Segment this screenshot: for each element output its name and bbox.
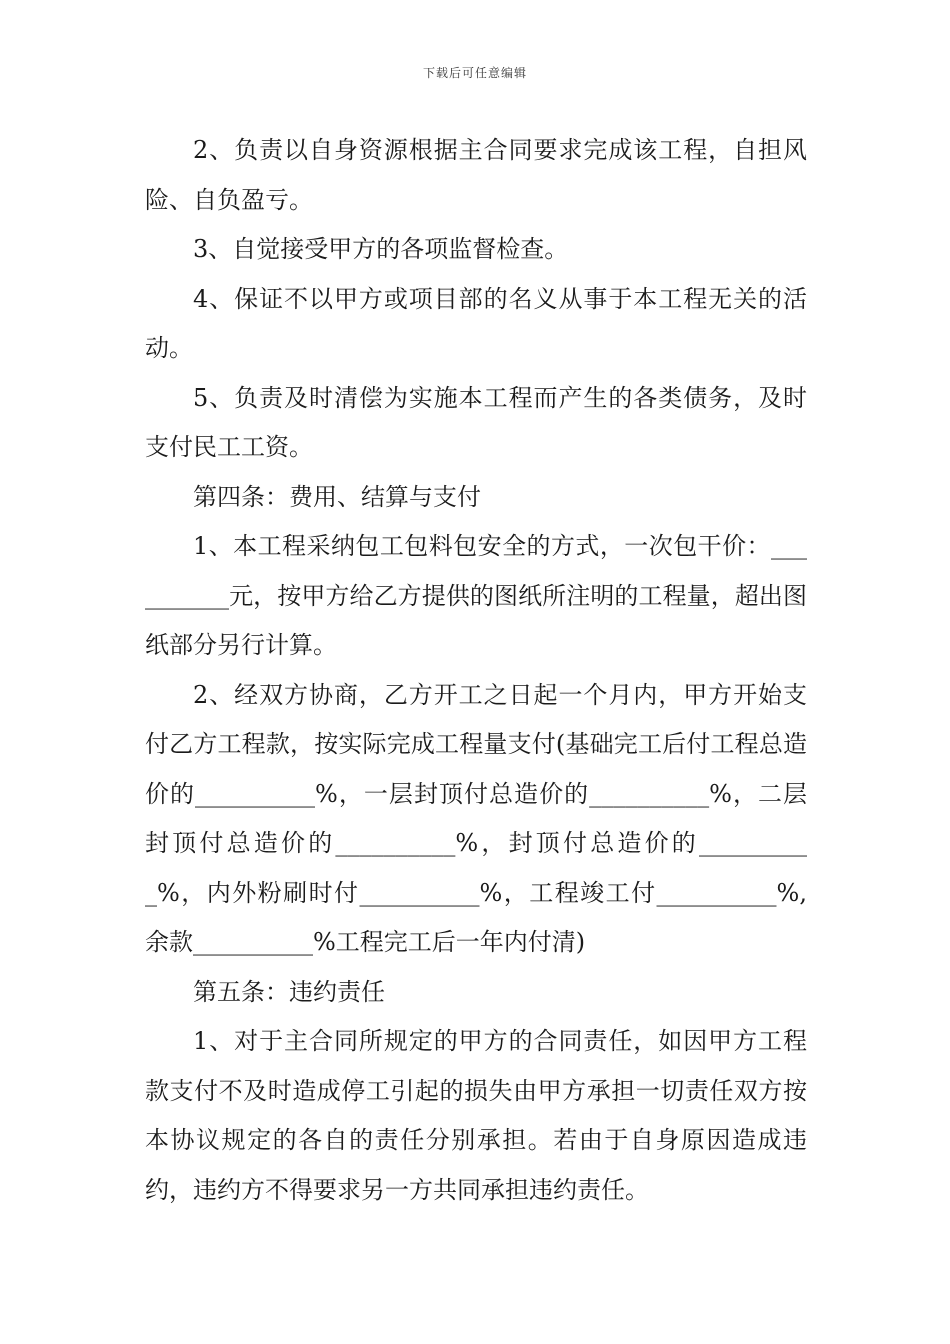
paragraph-responsibility-3: 3、自觉接受甲方的各项监督检查。 (193, 235, 569, 263)
paragraph-responsibility-2: 2、负责以自身资源根据主合同要求完成该工程，自担风险、自负盈亏。 (145, 136, 807, 214)
page-header: 下载后可任意编辑 (422, 66, 527, 80)
paragraph-responsibility-5: 5、负责及时清偿为实施本工程而产生的各类债务，及时支付民工工资。 (145, 383, 807, 461)
paragraph-payment-1: 1、本工程采纳包工包料包安全的方式，一次包干价：__________元，按甲方给乙方提供的图纸所注明的工程量，超出图纸部分另行计算。 (145, 532, 807, 659)
section-heading-article-4: 第四条：费用、结算与支付 (193, 482, 481, 511)
section-heading-article-5: 第五条：违约责任 (193, 977, 385, 1006)
document-body (145, 126, 807, 1215)
paragraph-liability-1: 1、对于主合同所规定的甲方的合同责任，如因甲方工程款支付不及时造成停工引起的损失由甲方承担一切责任双方按本协议规定的各自的责任分别承担。若由于自身原因造成违约，违约方不得要求另一方共同承担违约责任。 (145, 1027, 807, 1204)
paragraph-responsibility-4: 4、保证不以甲方或项目部的名义从事于本工程无关的活动。 (145, 284, 807, 362)
paragraph-payment-2: 2、经双方协商，乙方开工之日起一个月内，甲方开始支付乙方工程款，按实际完成工程量支付(基础完工后付工程总造价的__________%，一层封顶付总造价的__________%，二层封顶付总造价的__________%，封顶付总造价的__________%，内外粉刷时付__________%，工程竣工付__________%,余款__________%工程完工后一年内付清) (145, 680, 807, 956)
